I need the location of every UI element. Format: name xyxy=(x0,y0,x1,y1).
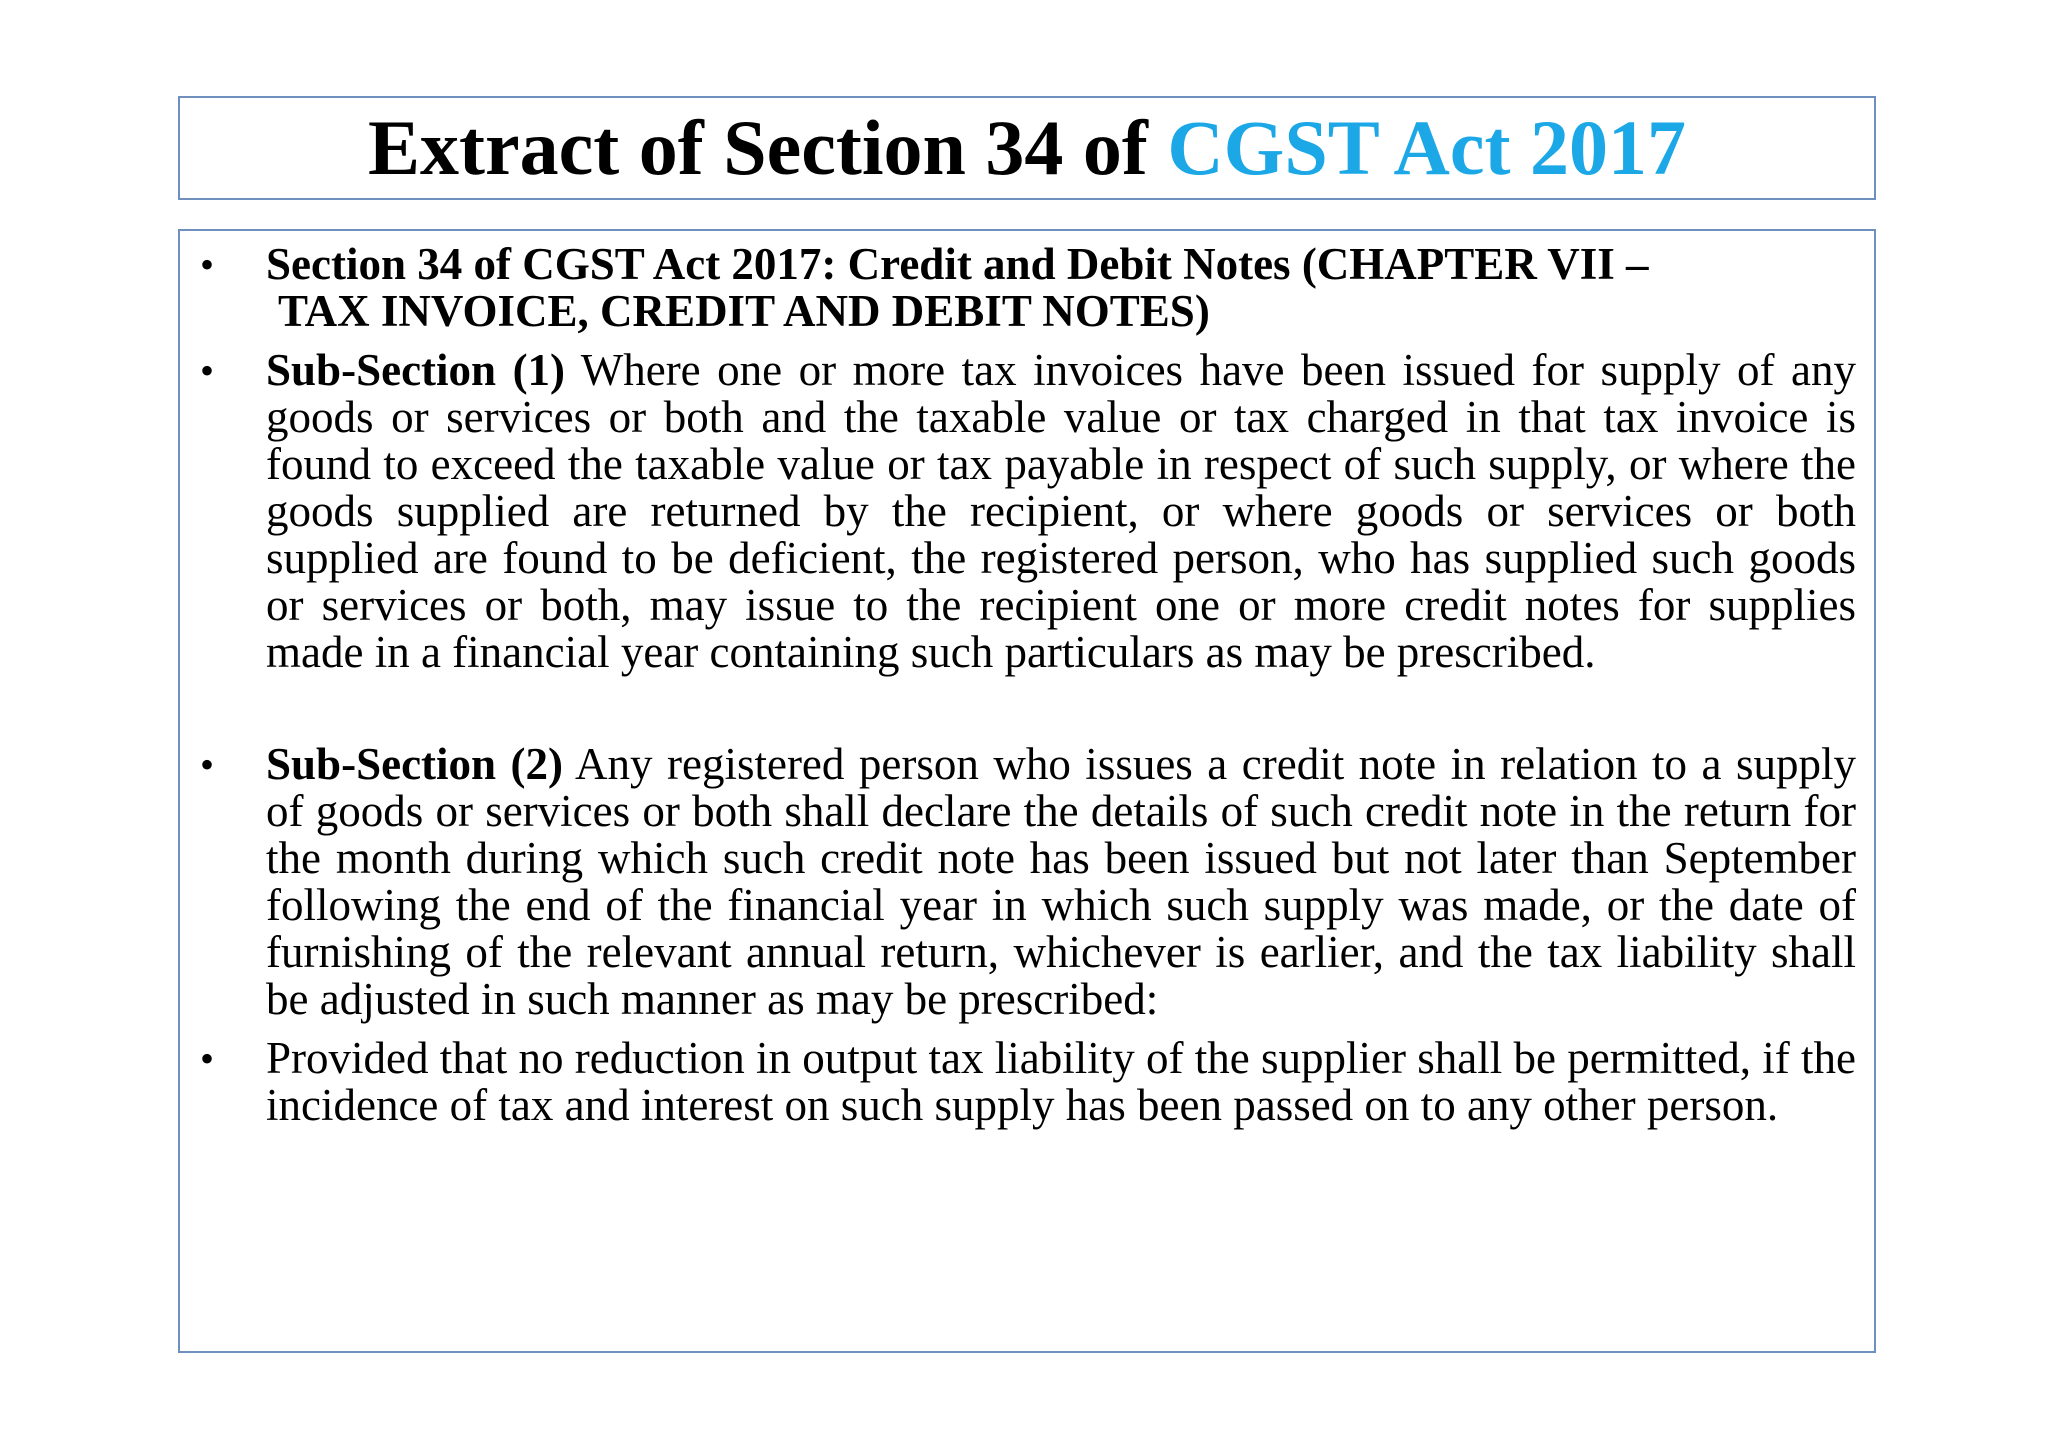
bullet-section-heading xyxy=(180,241,1856,335)
title-box xyxy=(178,96,1876,200)
subsection-2-text: Any registered person who issues a credit note in relation to a supply of goods or services or both shall declare the details of such credit note in the return for the month during which such credit note has been issued but not later than September following the end of the financial year in which such supply was made, or the date of furnishing of the relevant annual return, whichever is earlier, and the tax liability shall be adjusted in such manner as may be prescribed: xyxy=(266,739,1856,1024)
section-heading-line2: TAX INVOICE, CREDIT AND DEBIT NOTES) xyxy=(278,286,1210,336)
section-heading xyxy=(266,239,1856,335)
proviso-text: Provided that no reduction in output tax liability of the supplier shall be permitted, if the incidence of tax and interest on such supply has been passed on to any other person. xyxy=(266,1033,1856,1130)
bullet-icon: • xyxy=(200,1036,215,1081)
subsection-1-text: Where one or more tax invoices have been issued for supply of any goods or services or both and the taxable value or tax charged in that tax invoice is found to exceed the taxable value or tax payable in respect of such supply, or where the goods supplied are returned by the recipient, or where goods or services or both supplied are found to be deficient, the registered person, who has supplied such goods or services or both, may issue to the recipient one or more credit notes for supplies made in a financial year containing such particulars as may be prescribed. xyxy=(266,345,1856,677)
bullet-subsection-1 xyxy=(180,347,1856,676)
bullet-icon: • xyxy=(200,742,215,787)
content-box xyxy=(178,229,1876,1353)
subsection-2-label: Sub-Section (2) xyxy=(266,739,564,789)
subsection-1-label: Sub-Section (1) xyxy=(266,345,566,395)
bullet-icon: • xyxy=(200,242,215,287)
title-main: Extract of Section 34 of xyxy=(368,104,1168,191)
bullet-icon: • xyxy=(200,348,215,393)
title-accent: CGST Act 2017 xyxy=(1167,104,1686,191)
bullet-subsection-2 xyxy=(180,741,1856,1023)
section-heading-line1: Section 34 of CGST Act 2017: Credit and Debit Notes (CHAPTER VII – xyxy=(266,239,1649,289)
page-title xyxy=(368,104,1686,191)
bullet-list xyxy=(180,241,1856,1129)
bullet-proviso xyxy=(180,1035,1856,1129)
